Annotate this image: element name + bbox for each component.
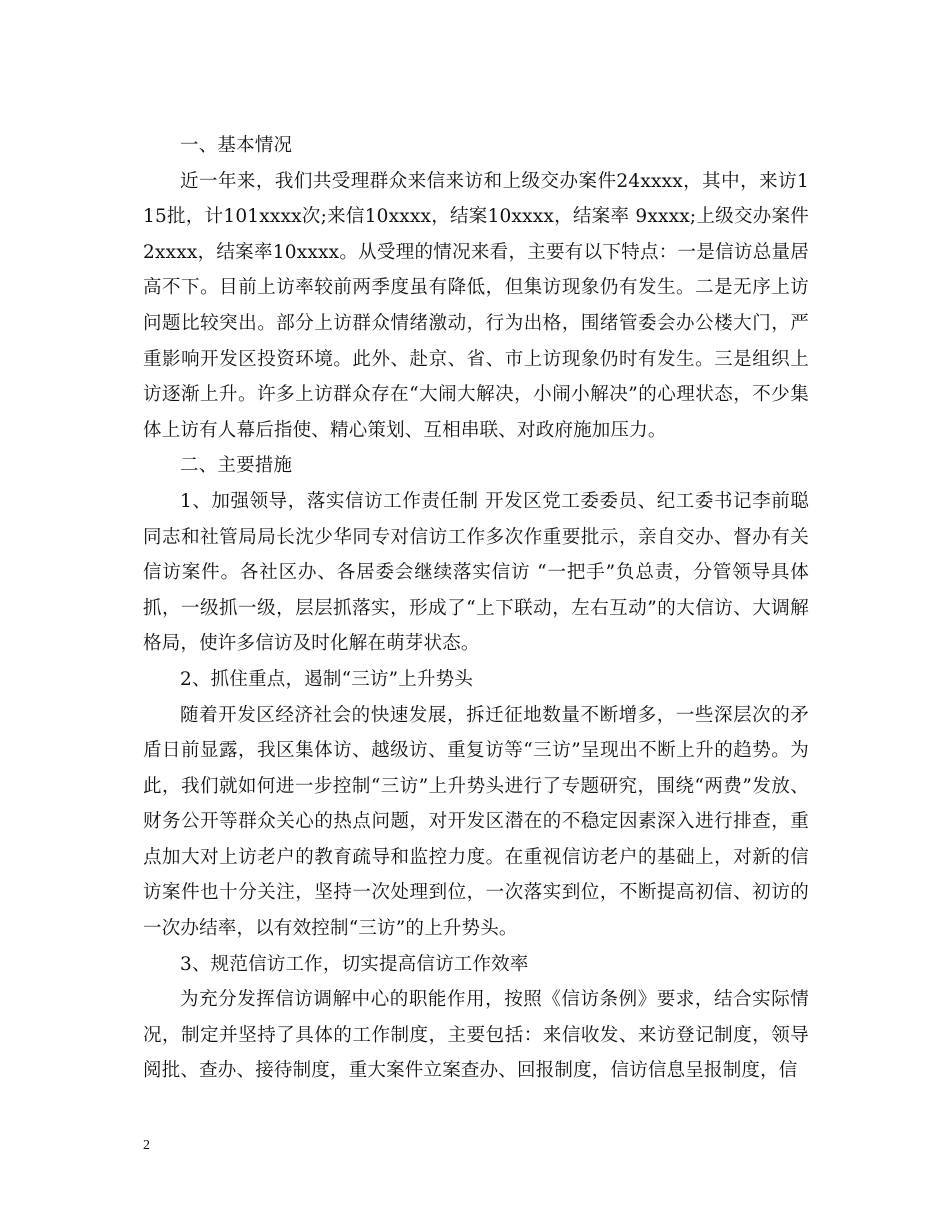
subheading-standardize-work: 3、规范信访工作，切实提高信访工作效率	[180, 953, 529, 975]
paragraph-standardize-work: 为充分发挥信访调解中心的职能作用，按照《信访条例》要求，结合实际情况，制定并坚持了具体的工作制度，主要包括：来信收发、来访登记制度，领导阅批、查办、接待制度，重大案件立案查办、回报制度，信访信息呈报制度，信	[143, 989, 809, 1082]
subheading-key-points: 2、抓住重点，遏制“三访”上升势头	[180, 668, 474, 690]
document-body	[143, 128, 809, 1089]
page-number: 2	[143, 1138, 150, 1153]
section-heading-main-measures: 二、主要措施	[180, 455, 293, 477]
paragraph-key-points: 随着开发区经济社会的快速发展，拆迁征地数量不断增多，一些深层次的矛盾日前显露，我区集体访、越级访、重复访等“三访”呈现出不断上升的趋势。为此，我们就如何进一步控制“三访”上升势头进行了专题研究，围绕“两费”发放、财务公开等群众关心的热点问题，对开发区潜在的不稳定因素深入进行排查，重点加大对上访老户的教育疏导和监控力度。在重视信访老户的基础上，对新的信访案件也十分关注，坚持一次处理到位，一次落实到位，不断提高初信、初访的一次办结率，以有效控制“三访”的上升势头。	[143, 704, 809, 940]
paragraph-basic-situation: 近一年来，我们共受理群众来信来访和上级交办案件24xxxx，其中，来访115批，计101xxxx次;来信10xxxx，结案10xxxx，结案率 9xxxx;上级交办案件2xxxx，结案率10xxxx。从受理的情况来看，主要有以下特点：一是信访总量居高不下。目前上访率较前两季度虽有降低，但集访现象仍有发生。二是无序上访问题比较突出。部分上访群众情绪激动，行为出格，围绪管委会办公楼大门，严重影响开发区投资环境。此外、赴京、省、市上访现象仍时有发生。三是组织上访逐渐上升。许多上访群众存在“大闹大解决，小闹小解决”的心理状态，不少集体上访有人幕后指使、精心策划、互相串联、对政府施加压力。	[143, 170, 809, 441]
paragraph-leadership: 1、加强领导，落实信访工作责任制 开发区党工委委员、纪工委书记李前聪同志和社管局局长沈少华同专对信访工作多次作重要批示，亲自交办、督办有关信访案件。各社区办、各居委会继续落实信访 “一把手”负总责，分管领导具体抓，一级抓一级，层层抓落实，形成了“上下联动，左右互动”的大信访、大调解格局，使许多信访及时化解在萌芽状态。	[143, 490, 809, 655]
section-heading-basic-situation: 一、基本情况	[180, 135, 293, 156]
